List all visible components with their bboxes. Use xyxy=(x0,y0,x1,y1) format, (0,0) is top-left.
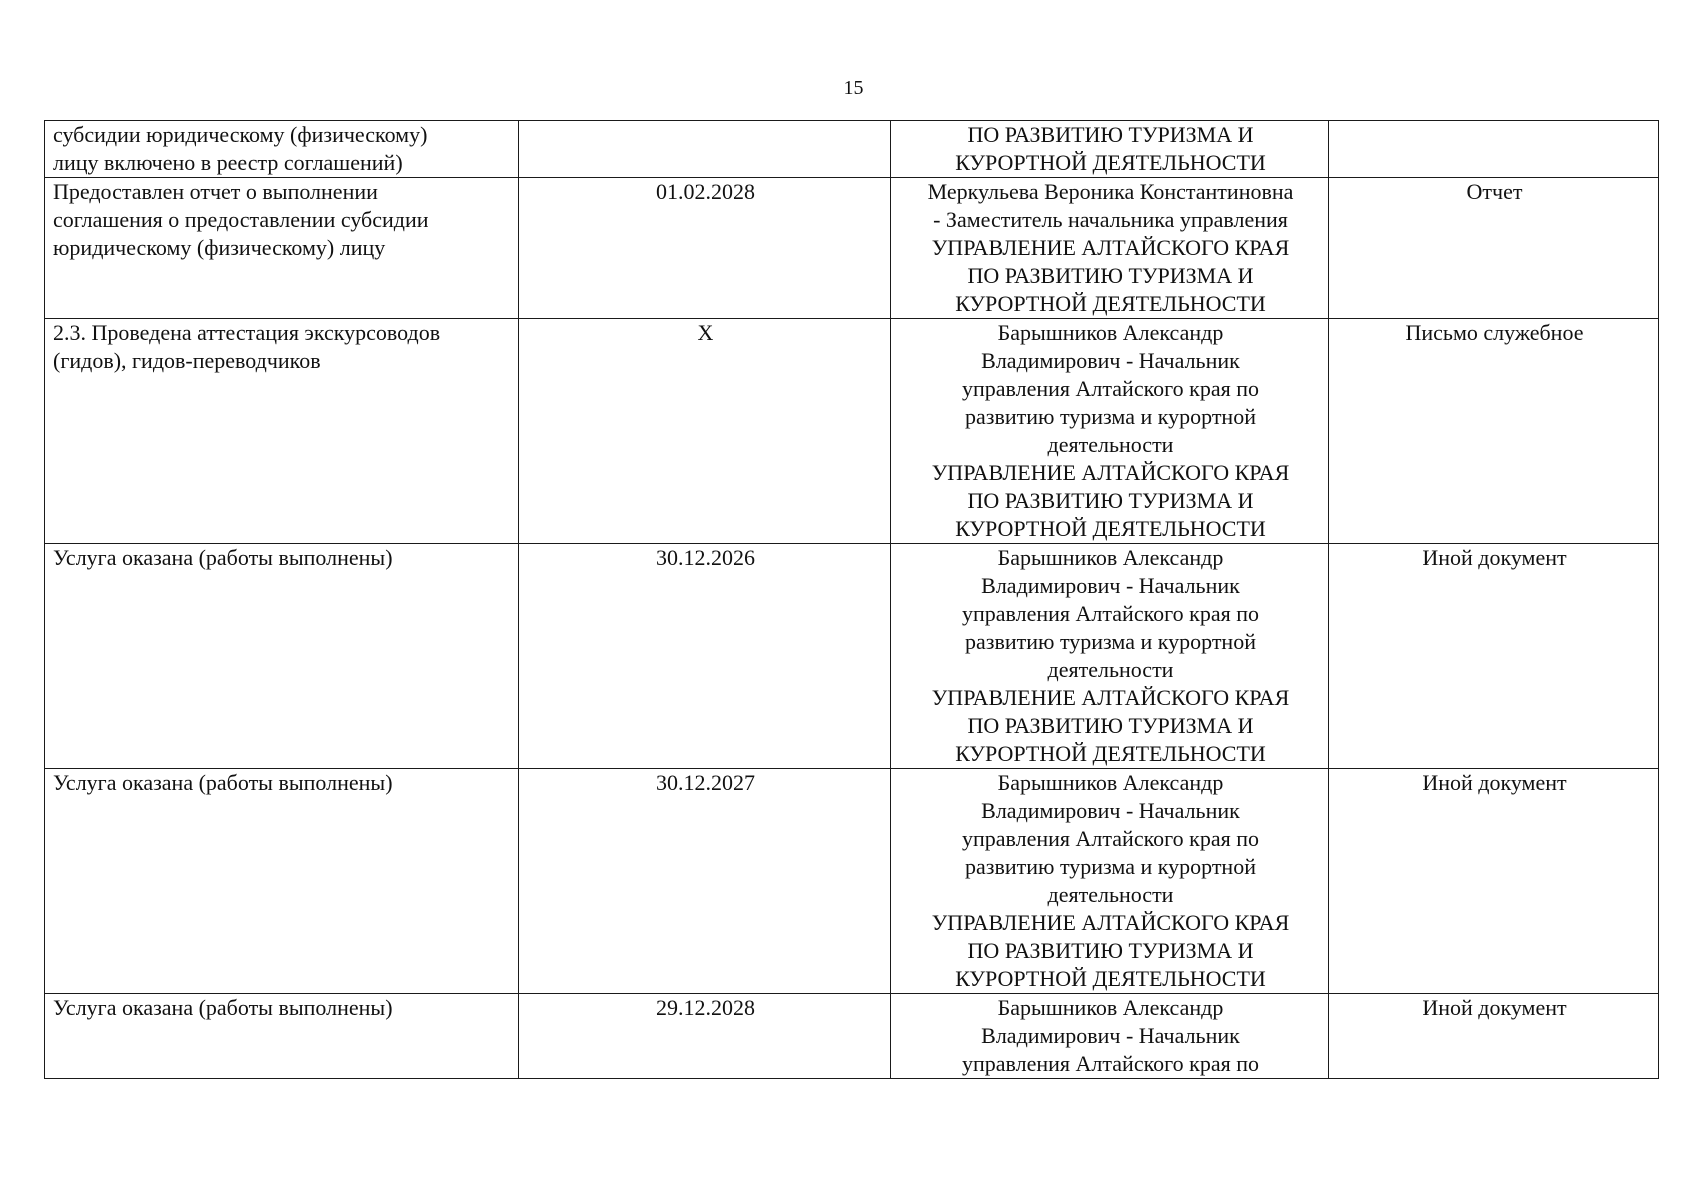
date-text: 01.02.2028 xyxy=(656,179,755,204)
responsible-text: Меркульева Вероника Константиновна xyxy=(927,179,1294,204)
event-text: лицу включено в реестр соглашений) xyxy=(53,150,403,175)
responsible-text: ПО РАЗВИТИЮ ТУРИЗМА И xyxy=(967,713,1254,738)
table-row xyxy=(45,544,1659,769)
document-cell xyxy=(1329,121,1659,178)
responsible-cell xyxy=(891,178,1329,319)
responsible-text: Владимирович - Начальник xyxy=(981,1023,1240,1048)
responsible-text: Барышников Александр xyxy=(997,995,1224,1020)
event-text: Услуга оказана (работы выполнены) xyxy=(53,545,393,570)
responsible-text: - Заместитель начальника управления xyxy=(933,207,1288,232)
document-cell xyxy=(1329,994,1659,1079)
responsible-cell xyxy=(891,319,1329,544)
responsible-text: развитию туризма и курортной xyxy=(965,854,1256,879)
date-cell xyxy=(519,121,891,178)
responsible-text: КУРОРТНОЙ ДЕЯТЕЛЬНОСТИ xyxy=(955,291,1266,316)
table-row xyxy=(45,178,1659,319)
responsible-text: развитию туризма и курортной xyxy=(965,629,1256,654)
date-text: 29.12.2028 xyxy=(656,995,755,1020)
responsible-text: Барышников Александр xyxy=(997,770,1224,795)
date-text: 30.12.2026 xyxy=(656,545,755,570)
event-cell xyxy=(45,178,519,319)
responsible-text: деятельности xyxy=(1047,432,1174,457)
document-cell xyxy=(1329,319,1659,544)
date-cell xyxy=(519,319,891,544)
event-text: Услуга оказана (работы выполнены) xyxy=(53,770,393,795)
document-text: Иной документ xyxy=(1422,995,1567,1020)
responsible-cell xyxy=(891,544,1329,769)
event-text: соглашения о предоставлении субсидии xyxy=(53,207,429,232)
date-cell xyxy=(519,769,891,994)
responsible-text: Владимирович - Начальник xyxy=(981,798,1240,823)
table-row xyxy=(45,121,1659,178)
responsible-text: управления Алтайского края по xyxy=(962,601,1259,626)
responsible-text: УПРАВЛЕНИЕ АЛТАЙСКОГО КРАЯ xyxy=(931,460,1290,485)
responsible-text: КУРОРТНОЙ ДЕЯТЕЛЬНОСТИ xyxy=(955,150,1266,175)
document-cell xyxy=(1329,769,1659,994)
event-cell xyxy=(45,121,519,178)
responsible-text: деятельности xyxy=(1047,657,1174,682)
responsible-text: ПО РАЗВИТИЮ ТУРИЗМА И xyxy=(967,488,1254,513)
responsible-text: Барышников Александр xyxy=(997,545,1224,570)
responsible-text: Владимирович - Начальник xyxy=(981,348,1240,373)
responsible-text: КУРОРТНОЙ ДЕЯТЕЛЬНОСТИ xyxy=(955,516,1266,541)
event-cell xyxy=(45,769,519,994)
responsible-text: ПО РАЗВИТИЮ ТУРИЗМА И xyxy=(967,122,1254,147)
table-row xyxy=(45,319,1659,544)
responsible-text: КУРОРТНОЙ ДЕЯТЕЛЬНОСТИ xyxy=(955,741,1266,766)
control-points-table xyxy=(44,120,1659,1079)
responsible-text: ПО РАЗВИТИЮ ТУРИЗМА И xyxy=(967,938,1254,963)
date-cell xyxy=(519,994,891,1079)
responsible-cell xyxy=(891,769,1329,994)
responsible-text: КУРОРТНОЙ ДЕЯТЕЛЬНОСТИ xyxy=(955,966,1266,991)
date-text: 30.12.2027 xyxy=(656,770,755,795)
document-text: Иной документ xyxy=(1422,770,1567,795)
event-text: 2.3. Проведена аттестация экскурсоводов xyxy=(53,320,441,345)
responsible-text: УПРАВЛЕНИЕ АЛТАЙСКОГО КРАЯ xyxy=(931,235,1290,260)
responsible-text: развитию туризма и курортной xyxy=(965,404,1256,429)
event-text: субсидии юридическому (физическому) xyxy=(53,122,428,147)
event-text: Предоставлен отчет о выполнении xyxy=(53,179,378,204)
responsible-text: управления Алтайского края по xyxy=(962,826,1259,851)
page-number: 15 xyxy=(843,77,864,99)
document-text: Отчет xyxy=(1466,179,1523,204)
table-row xyxy=(45,994,1659,1079)
document-text: Иной документ xyxy=(1422,545,1567,570)
date-cell xyxy=(519,178,891,319)
responsible-text: Владимирович - Начальник xyxy=(981,573,1240,598)
document-cell xyxy=(1329,544,1659,769)
responsible-text: управления Алтайского края по xyxy=(962,1051,1259,1076)
event-text: юридическому (физическому) лицу xyxy=(53,235,386,260)
responsible-text: УПРАВЛЕНИЕ АЛТАЙСКОГО КРАЯ xyxy=(931,685,1290,710)
document-cell xyxy=(1329,178,1659,319)
responsible-text: деятельности xyxy=(1047,882,1174,907)
date-text: X xyxy=(697,320,714,345)
table-row xyxy=(45,769,1659,994)
event-cell xyxy=(45,319,519,544)
event-text: Услуга оказана (работы выполнены) xyxy=(53,995,393,1020)
event-cell xyxy=(45,994,519,1079)
responsible-text: управления Алтайского края по xyxy=(962,376,1259,401)
date-cell xyxy=(519,544,891,769)
responsible-text: УПРАВЛЕНИЕ АЛТАЙСКОГО КРАЯ xyxy=(931,910,1290,935)
document-text: Письмо служебное xyxy=(1405,320,1584,345)
event-cell xyxy=(45,544,519,769)
event-text: (гидов), гидов-переводчиков xyxy=(53,348,321,373)
responsible-text: ПО РАЗВИТИЮ ТУРИЗМА И xyxy=(967,263,1254,288)
responsible-cell xyxy=(891,994,1329,1079)
responsible-cell xyxy=(891,121,1329,178)
responsible-text: Барышников Александр xyxy=(997,320,1224,345)
